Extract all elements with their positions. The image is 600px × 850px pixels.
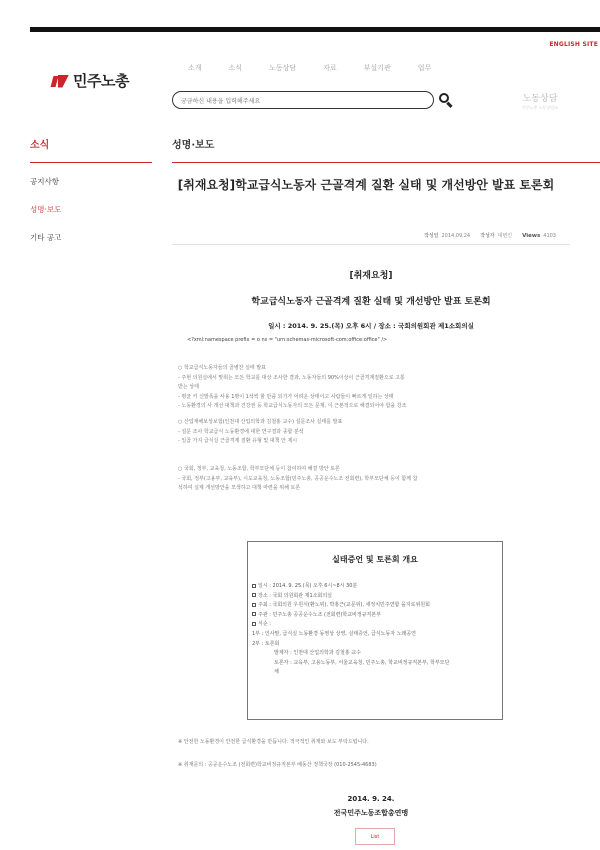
paragraph-line: 받는 상태 (178, 384, 199, 390)
nav-item-about[interactable]: 소개 (188, 64, 202, 72)
note-safety: ※ 안전한 노동환경이 안전한 급식환경을 만듭니다. 적극적인 취재와 보도 부탁드립니다. (178, 739, 369, 745)
top-bar (30, 27, 600, 32)
program-panel-cont: 체 (274, 669, 279, 676)
nav-item-resources[interactable]: 자료 (323, 64, 337, 72)
list-button[interactable]: List (355, 828, 395, 845)
paragraph-line: - 평균 키 신발폭을 사용 1명이 1석씩 할 만큼 되기가 어려운 상태이고 사람들이 빠르게 일하는 상태 (178, 393, 394, 400)
nav-item-institutes[interactable]: 부설기관 (363, 64, 391, 72)
counsel-title: 노동상담 (522, 94, 558, 104)
paragraph-line: ○ 국회, 정부, 교육청, 노동조합, 학부모단체 등이 참여하여 해결 방안 토론 (178, 466, 340, 472)
post-meta (424, 232, 566, 239)
list-item (252, 620, 449, 630)
counsel-link[interactable] (520, 91, 560, 111)
post-title: [취재요청]학교급식노동자 근골격계 질환 실태 및 개선방안 발표 토론회 (177, 178, 555, 192)
program-panel: 토론자 : 교육부, 고용노동부, 서울교육청, 민주노총, 학교비정규직본부, 학부모단 (274, 659, 450, 666)
note-contact: ※ 취재문의 : 공공운수노조 (전회련)학교비정규직본부 배동산 정책국장 (010-2545-4683) (178, 762, 377, 768)
logo[interactable] (52, 70, 129, 91)
body-paragraph-1 (178, 364, 570, 412)
box-title: 실태증언 및 토론회 개요 (332, 555, 418, 564)
program-presenter: 발제자 : 인천대 산업의학과 김철홍 교수 (274, 650, 361, 657)
sidebar-title: 소식 (30, 140, 50, 151)
main-nav (188, 63, 458, 73)
main-divider (172, 162, 600, 163)
nav-item-news[interactable]: 소식 (228, 64, 243, 72)
list-item (252, 611, 449, 621)
checkbox-icon (252, 593, 256, 597)
body-heading-2: 학교급식노동자 근골격계 질환 실태 및 개선방안 발표 토론회 (251, 297, 491, 307)
post-views: 4103 (543, 232, 556, 239)
paragraph-line: - 설문 조사 학교급식 노동환경에 대한 연구결과 종합 분석 (178, 428, 304, 435)
date-label: 작성일 (423, 233, 439, 239)
list-item-text: 일시 : 2014. 9. 25.(목) 오후 6시~8시 30분 (258, 583, 358, 589)
paragraph-line: - 국회, 정부(고용부, 교육부), 시도교육청, 노동조합(민주노총, 공공운수노조 전회련), 학부모단체 등이 함께 참 (178, 475, 418, 482)
counsel-subtitle: 민주노총 노동상담소 (521, 105, 559, 110)
nav-item-work[interactable]: 업무 (417, 64, 432, 72)
list-item-text: 주최 : 국회의원 우원식(환노위), 박홍근(교문위), 새정치민주연합 을지로위원회 (258, 602, 430, 609)
body-date-place: 일시 : 2014. 9. 25.(목) 오후 6시 / 장소 : 국회의원회관 제1소회의실 (268, 322, 474, 330)
signature-org: 전국민주노동조합총연맹 (333, 809, 409, 817)
body-paragraph-3 (178, 465, 570, 494)
paragraph-line: ○ 산업재해보상보험(인천대 산업의학과 김철홍 교수) 설문조사 실태를 발표 (178, 419, 343, 425)
list-item (252, 592, 449, 602)
logo-mark-icon (52, 74, 70, 88)
sidebar-item-notices[interactable]: 공지사항 (30, 177, 59, 186)
post-author: 대변인 (497, 233, 513, 239)
sidebar-item-other-notices[interactable]: 기타 공고 (30, 233, 62, 242)
event-overview-box (247, 541, 503, 720)
sidebar-menu (30, 176, 61, 260)
author-label: 작성자 (480, 233, 495, 239)
checkbox-icon (252, 603, 256, 607)
sidebar-item-statements[interactable]: 성명·보도 (30, 205, 62, 214)
body-paragraph-2 (178, 418, 570, 447)
program-part-2: 2부 : 토론회 (252, 640, 280, 647)
post-date: 2014.09.24 (441, 232, 471, 239)
paragraph-line: 석하여 실제 개선방안을 모색하고 대책 마련을 위해 토론 (178, 485, 301, 491)
list-item-text: 식순 : (258, 621, 271, 628)
program-part-1: 1부 : 인사말, 급식실 노동환경 동영상 상영, 실태증언, 급식노동자 노래공연 (252, 630, 417, 637)
search-input[interactable]: 궁금하신 내용을 입력해주세요 (172, 91, 434, 109)
sidebar-divider (30, 162, 152, 163)
english-site-link[interactable]: ENGLISH SITE (549, 41, 598, 48)
list-item (252, 601, 449, 611)
checkbox-icon (252, 622, 256, 626)
paragraph-line: ○ 학교급식노동자들의 골병찬 실태 발표 (178, 365, 267, 371)
meta-divider (172, 244, 570, 245)
nav-item-counsel[interactable]: 노동상담 (269, 64, 297, 72)
logo-text: 민주노총 (73, 72, 129, 90)
page-title: 성명·보도 (172, 140, 215, 151)
checkbox-icon (252, 584, 256, 588)
body-heading-1: [취재요청] (349, 271, 393, 281)
xml-line: <?xml:namespace prefix = o ns = "urn:schemas-microsoft-com:office:office" /> (187, 337, 388, 343)
signature-date: 2014. 9. 24. (347, 795, 395, 803)
views-label: Views (522, 232, 541, 239)
paragraph-line: - 일곱 가지 급식실 근골격계 질환 유형 및 대책 안 제시 (178, 438, 298, 444)
list-item-text: 장소 : 국회 의원회관 제1소회의실 (258, 592, 333, 599)
paragraph-line: - 주현 의원실에서 맞춰는 모든 학교를 대상 조사한 결과, 노동자들의 90%이상이 근골격계질환으로 고통 (178, 374, 405, 381)
paragraph-line: - 노동환경의 사 개선 대책과 건강권 등 학교급식노동자의 모든 문제, 이 근본적으로 해결되어야 함을 강조 (178, 403, 407, 409)
box-list (252, 582, 449, 678)
search-icon[interactable] (439, 93, 453, 107)
list-item (252, 582, 449, 592)
checkbox-icon (252, 612, 256, 616)
list-item-text: 주관 : 민주노총 공공운수노조 (전회련)학교비정규직본부 (258, 611, 382, 618)
